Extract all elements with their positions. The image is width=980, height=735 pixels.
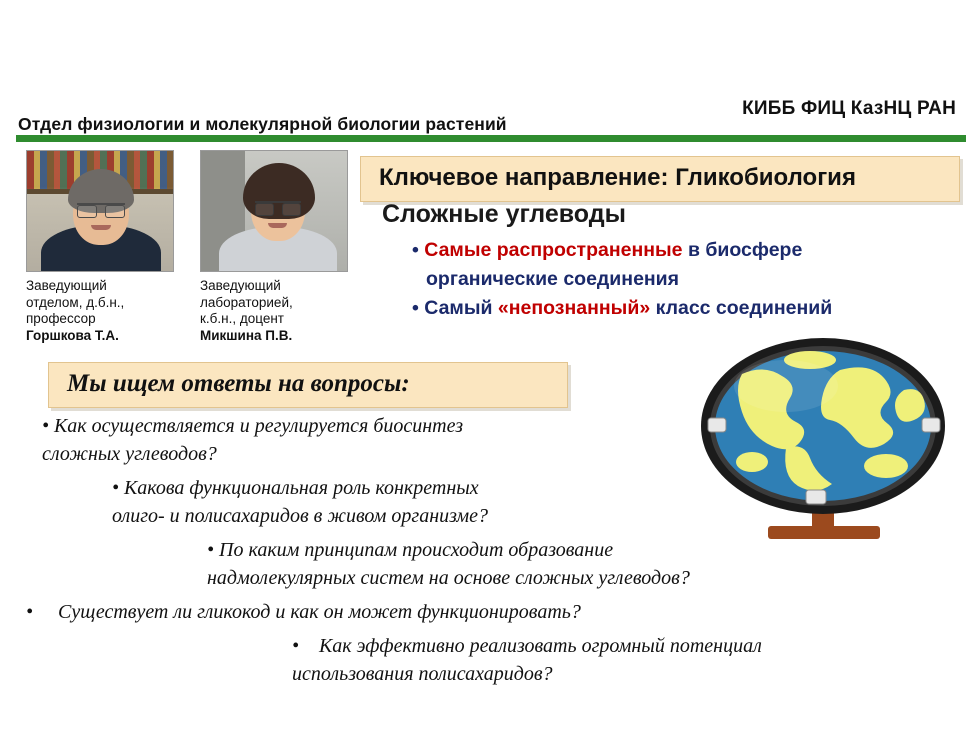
organization-title: КИББ ФИЦ КазНЦ РАН xyxy=(742,98,956,119)
bullet-highlight: Самые распространенные xyxy=(424,239,683,261)
key-direction-bullets xyxy=(412,236,972,323)
person-caption-line: к.б.н., доцент xyxy=(200,311,284,326)
questions-banner xyxy=(48,362,568,408)
question-text-line2: надмолекулярных систем на основе сложных углеводов? xyxy=(207,567,690,589)
globe-on-stand-icon xyxy=(690,330,960,550)
globe-illustration xyxy=(690,330,960,550)
person-caption-line: лабораторией, xyxy=(200,294,293,310)
bullet-text: в биосфере xyxy=(682,239,803,261)
question-text-line2: олиго- и полисахаридов в живом организме? xyxy=(112,505,489,527)
green-divider xyxy=(16,135,966,142)
question-item xyxy=(22,598,872,626)
person-caption-line: Заведующий xyxy=(26,278,107,293)
key-direction-title: Ключевое направление: Гликобиология xyxy=(379,164,856,191)
bullet-line xyxy=(412,294,972,323)
bullet-marker: • xyxy=(26,601,34,623)
bullet-highlight: «непознанный» xyxy=(497,297,651,319)
questions-title: Мы ищем ответы на вопросы: xyxy=(67,370,410,397)
question-text: Существует ли гликокод и как он может функционировать? xyxy=(58,601,581,623)
bullet-line xyxy=(412,236,972,265)
bullet-marker: • xyxy=(112,477,120,499)
question-text-line2: использования полисахаридов? xyxy=(292,663,553,685)
key-direction-subtitle: Сложные углеводы xyxy=(382,200,626,228)
key-direction-banner xyxy=(360,156,960,202)
person-caption-line: Заведующий xyxy=(200,278,281,293)
bullet-marker: • xyxy=(207,539,215,561)
question-text-line2: сложных углеводов? xyxy=(42,443,217,465)
person-card-1 xyxy=(26,150,174,344)
department-title: Отдел физиологии и молекулярной биологии растений xyxy=(18,114,507,134)
person-name: Горшкова Т.А. xyxy=(26,327,119,343)
person-caption-1 xyxy=(26,278,174,344)
question-item xyxy=(22,632,872,688)
bullet-line-continued: органические соединения xyxy=(426,268,680,290)
person-card-2 xyxy=(200,150,348,344)
portrait-photo-icon xyxy=(26,150,174,272)
bullet-text: класс соединений xyxy=(650,297,833,319)
bullet-text: Самый xyxy=(424,297,498,319)
person-name: Микшина П.В. xyxy=(200,327,293,343)
question-text: Как эффективно реализовать огромный потенциал xyxy=(319,635,762,657)
person-caption-2 xyxy=(200,278,348,344)
bullet-marker: • xyxy=(292,635,300,657)
person-caption-line: профессор xyxy=(26,311,96,326)
bullet-marker: • xyxy=(412,297,419,319)
bullet-marker: • xyxy=(42,415,50,437)
question-text: По каким принципам происходит образование xyxy=(219,539,614,561)
question-text: Какова функциональная роль конкретных xyxy=(124,477,479,499)
question-text: Как осуществляется и регулируется биосинтез xyxy=(54,415,464,437)
bullet-marker: • xyxy=(412,239,419,261)
portrait-photo-icon xyxy=(200,150,348,272)
person-caption-line: отделом, д.б.н., xyxy=(26,294,125,310)
